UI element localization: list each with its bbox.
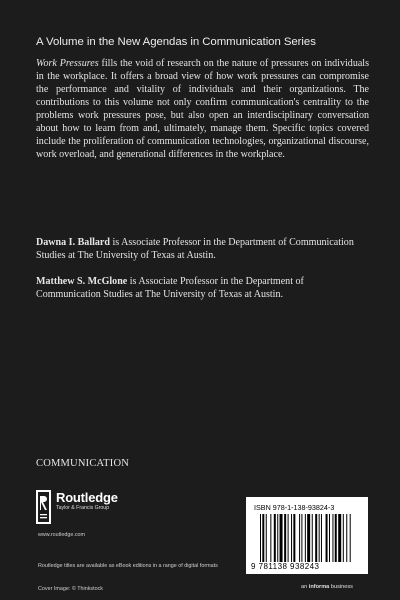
cover-image-credit: Cover Image: © Thinkstock: [38, 586, 103, 592]
isbn-number: ISBN 978-1-138-93824-3: [254, 503, 335, 512]
barcode-panel: [246, 497, 368, 574]
routledge-logo-icon: [36, 490, 51, 524]
author-bio-text: is Associate Professor in the Department of Communication Studies at The University of Texas at Austin.: [36, 276, 304, 300]
barcode-icon: [260, 514, 356, 562]
barcode-digits: 9 781138 938243: [251, 562, 320, 571]
informa-suffix: business: [329, 584, 353, 590]
blurb-text: fills the void of research on the nature of pressures on individuals in the workplace. It offers a broad view of how work pressures can compromise the performance and vitality of individuals and their organizations. The contributions to this volume not only confirm communication's centrality to the problems work pressures pose, but also open an interdisciplinary conversation about how to learn from and, ultimately, manage them. Specific topics covered include the proliferation of communication technologies, organizational discourse, work overload, and generational differences in the workplace.: [36, 58, 370, 160]
ebook-note: Routledge titles are available as eBook editions in a range of digital formats: [38, 563, 218, 569]
author-name: Matthew S. McGlone: [36, 276, 128, 287]
author-bio-text: is Associate Professor in the Department of Communication Studies at The University of Texas at Austin.: [36, 237, 354, 261]
book-title-italic: Work Pressures: [36, 58, 99, 69]
publisher-name: Routledge: [56, 490, 118, 505]
publisher-group: Taylor & Francis Group: [56, 505, 110, 511]
publisher-wordmark: [56, 491, 118, 512]
publisher-website: www.routledge.com: [38, 532, 86, 538]
informa-name: informa: [308, 584, 330, 590]
series-line: A Volume in the New Agendas in Communication Series: [36, 36, 316, 48]
blurb-paragraph: [36, 57, 369, 161]
subject-category: COMMUNICATION: [36, 458, 130, 469]
informa-prefix: an: [301, 584, 309, 590]
author-bio: [36, 236, 369, 262]
author-bio: [36, 275, 369, 301]
informa-business-mark: [301, 584, 353, 590]
author-name: Dawna I. Ballard: [36, 237, 110, 248]
